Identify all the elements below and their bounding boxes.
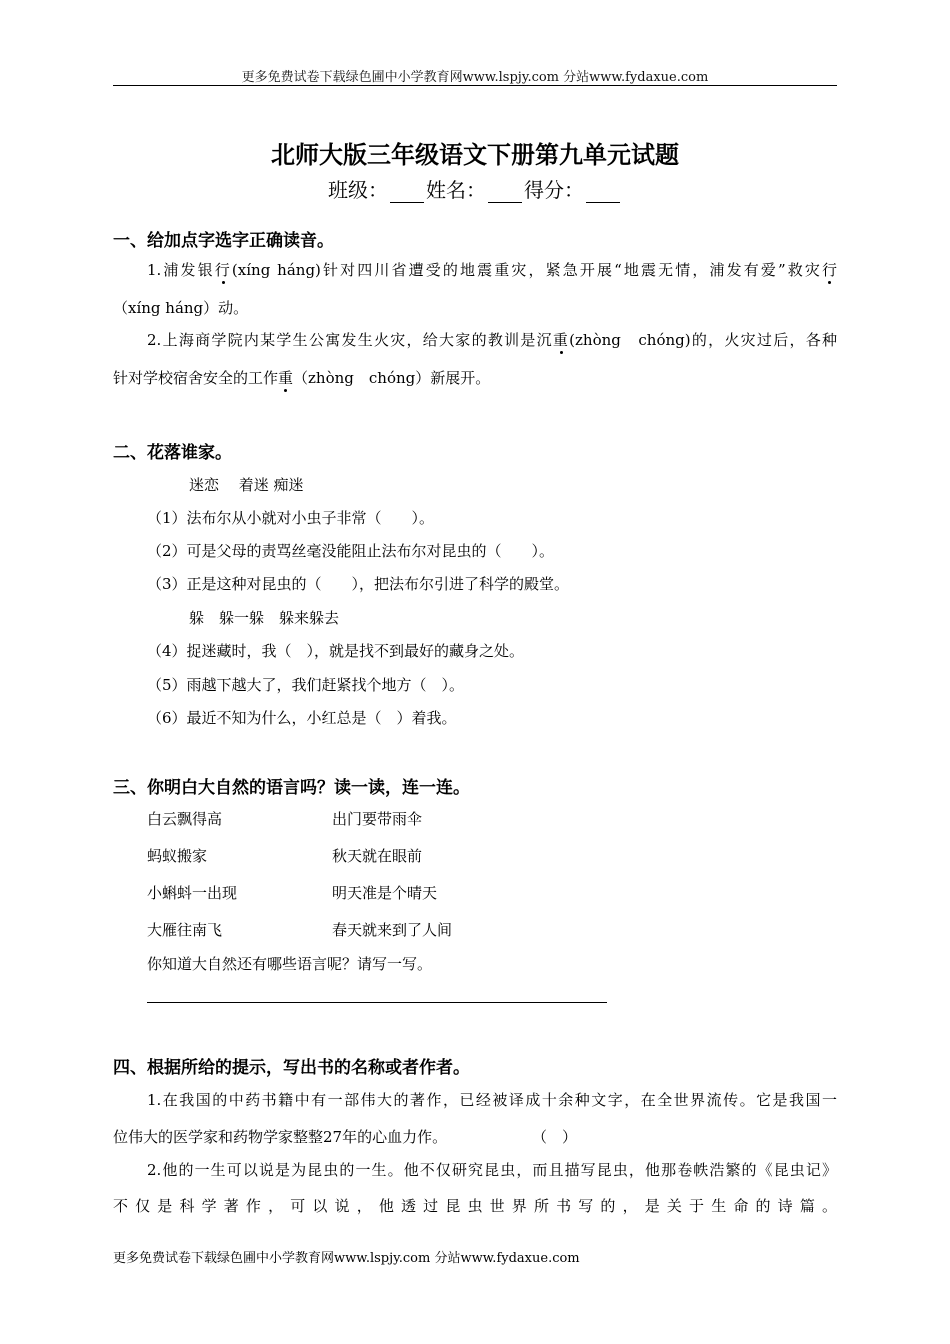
s1-q1-dotted-char-1: 行	[214, 261, 232, 279]
s1-q2-text-b: (zhòng chóng)的，火灾过后，各种	[569, 331, 837, 349]
header-divider	[113, 85, 837, 86]
section-2-heading: 二、花落谁家。	[113, 443, 232, 463]
s4-q2-line-1: 2.他的一生可以说是为昆虫的一生。他不仅研究昆虫，而且描写昆虫，他那卷帙浩繁的《昆虫记》	[147, 1161, 837, 1179]
s1-q1-text-b: (xíng háng)针对四川省遭受的地震重灾，紧急开展“地震无情，浦发有爱”救灾	[231, 261, 822, 279]
score-blank[interactable]	[586, 184, 620, 203]
s3-right-item-2[interactable]: 秋天就在眼前	[332, 847, 423, 865]
score-label: 得分：	[524, 178, 584, 202]
s1-q2-dotted-char-1: 重	[552, 331, 570, 349]
s2-word-bank-2: 躲 躲一躲 躲来躲去	[189, 609, 340, 627]
s4-q1-line-2: 位伟大的医学家和药物学家整整27年的心血力作。	[113, 1128, 448, 1146]
class-blank[interactable]	[390, 184, 424, 203]
student-info	[0, 174, 950, 203]
s2-item-6: （6）最近不知为什么，小红总是（ ）着我。	[147, 709, 457, 727]
page-title: 北师大版三年级语文下册第九单元试题	[271, 141, 679, 169]
s1-question-1	[113, 259, 837, 280]
s3-left-item-4[interactable]: 大雁往南飞	[147, 921, 223, 939]
page-footer: 更多免费试卷下载绿色圃中小学教育网www.lspjy.com 分站www.fydaxue.com	[113, 1251, 580, 1266]
s2-item-1: （1）法布尔从小就对小虫子非常（ ）。	[147, 509, 435, 527]
section-4-heading: 四、根据所给的提示，写出书的名称或者作者。	[113, 1058, 470, 1078]
class-label: 班级：	[328, 178, 388, 202]
s1-q2-text-c: 针对学校宿舍安全的工作	[113, 369, 279, 387]
s2-item-5: （5）雨越下越大了，我们赶紧找个地方（ ）。	[147, 676, 465, 694]
s3-answer-line[interactable]	[147, 1002, 607, 1003]
s1-q1-text-a: 1.浦发银	[147, 261, 215, 279]
s1-q1-dotted-char-2: 行	[821, 261, 837, 279]
s2-word-bank-1: 迷恋 着迷 痴迷	[189, 476, 304, 494]
s3-right-item-4[interactable]: 春天就来到了人间	[332, 921, 453, 939]
s4-q1-answer-paren[interactable]: （ ）	[532, 1128, 578, 1146]
s1-q1-line-2: （xíng háng）动。	[113, 299, 249, 317]
s4-q2-line-2: 不仅是科学著作，可以说，他透过昆虫世界所书写的，是关于生命的诗篇。	[113, 1197, 837, 1215]
s2-item-4: （4）捉迷藏时，我（ ），就是找不到最好的藏身之处。	[147, 642, 525, 660]
s3-prompt: 你知道大自然还有哪些语言呢？请写一写。	[147, 955, 433, 973]
s4-q1-line-1: 1.在我国的中药书籍中有一部伟大的著作，已经被译成十余种文字，在全世界流传。它是我国一	[147, 1091, 837, 1109]
s2-item-3: （3）正是这种对昆虫的（ ），把法布尔引进了科学的殿堂。	[147, 575, 570, 593]
s3-right-item-1[interactable]: 出门要带雨伞	[332, 810, 423, 828]
s3-left-item-2[interactable]: 蚂蚁搬家	[147, 847, 208, 865]
s1-question-2	[113, 329, 837, 350]
section-3-heading: 三、你明白大自然的语言吗？读一读，连一连。	[113, 778, 470, 798]
s3-left-item-3[interactable]: 小蝌蚪一出现	[147, 884, 238, 902]
s3-left-item-1[interactable]: 白云飘得高	[147, 810, 223, 828]
s2-item-2: （2）可是父母的责骂丝毫没能阻止法布尔对昆虫的（ ）。	[147, 542, 555, 560]
page-header: 更多免费试卷下载绿色圃中小学教育网www.lspjy.com 分站www.fydaxue.com	[241, 70, 709, 85]
s3-right-item-3[interactable]: 明天准是个晴天	[332, 884, 438, 902]
s1-q2-dotted-char-2: 重	[278, 369, 294, 387]
s1-q2-line-2	[113, 367, 490, 388]
section-1-heading: 一、给加点字选字正确读音。	[113, 231, 334, 251]
s1-q2-text-d: （zhòng chóng）新展开。	[293, 369, 491, 387]
name-label: 姓名：	[426, 178, 486, 202]
s1-q2-text-a: 2.上海商学院内某学生公寓发生火灾，给大家的教训是沉	[147, 331, 553, 349]
name-blank[interactable]	[488, 184, 522, 203]
